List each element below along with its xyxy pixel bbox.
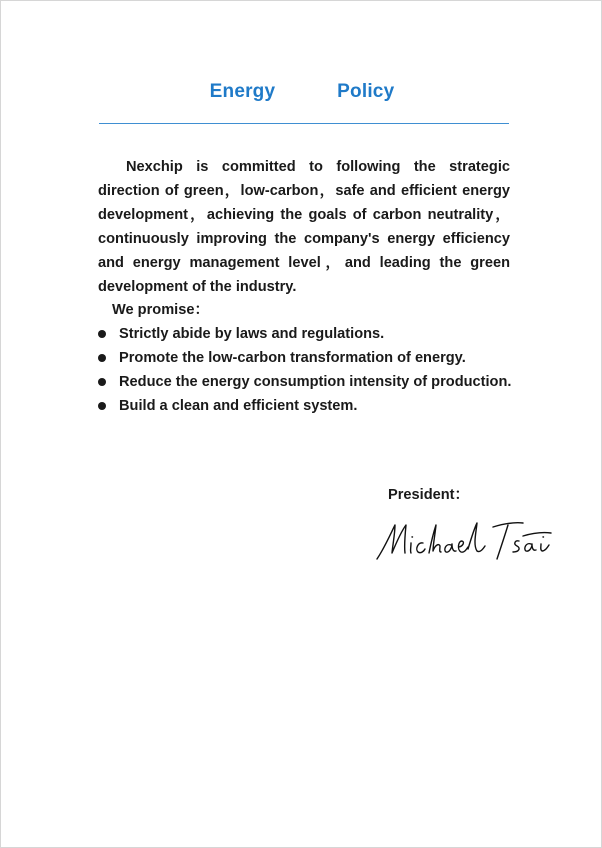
page-title: Energy Policy — [209, 81, 395, 102]
list-item — [98, 346, 511, 370]
promise-text: Promote the low-carbon transformation of energy. — [119, 350, 466, 366]
president-label: President： — [388, 487, 470, 503]
signature-image — [373, 513, 553, 565]
bullet-icon — [98, 402, 106, 410]
promise-text: Build a clean and efficient system. — [119, 398, 358, 414]
promise-list — [98, 322, 511, 418]
bullet-icon — [98, 330, 106, 338]
bullet-icon — [98, 354, 106, 362]
list-item — [98, 370, 511, 394]
bullet-icon — [98, 378, 106, 386]
policy-paragraph: Nexchip is committed to following the strategic direction of green，low-carbon，safe and efficient energy development，achieving the goals of carbon neutrality， continuously improving the company's energy efficiency and energy management level，and leading the green development of the industry. — [98, 159, 510, 295]
list-item — [98, 322, 511, 346]
title-divider — [99, 123, 509, 124]
promise-text: Strictly abide by laws and regulations. — [119, 326, 385, 342]
promise-label: We promise： — [112, 302, 210, 318]
list-item — [98, 394, 511, 418]
promise-text: Reduce the energy consumption intensity of production. — [119, 374, 512, 390]
